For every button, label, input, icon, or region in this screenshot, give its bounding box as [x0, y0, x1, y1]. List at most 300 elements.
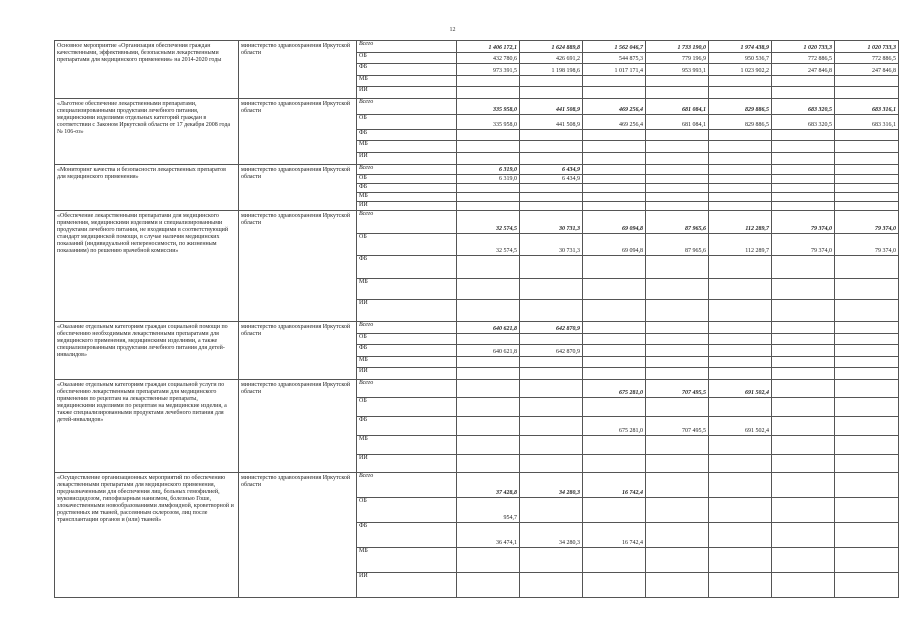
amount-cell: 34 280,3: [520, 473, 583, 498]
amount-cell: [583, 345, 646, 357]
amount-cell: [583, 202, 646, 211]
funding-source: ИИ: [357, 300, 457, 322]
amount-cell: [772, 455, 835, 473]
amount-cell: [583, 300, 646, 322]
activity-description: «Льготное обеспечение лекарственными препаратами, специализированными продуктами лечебного питания, медицинскими изделиями отдельных категорий граждан в соответствии с Законом Иркутской области от 17 декабря 2008 года № 106-оз»: [55, 99, 239, 165]
amount-cell: [457, 130, 520, 141]
amount-cell: [583, 76, 646, 87]
funding-source: Всего: [357, 380, 457, 398]
amount-cell: [646, 87, 709, 99]
amount-cell: 675 281,0: [583, 417, 646, 436]
executor: министерство здравоохранения Иркутской области: [239, 99, 357, 165]
amount-cell: 32 574,5: [457, 234, 520, 256]
amount-cell: [646, 76, 709, 87]
funding-source: ИИ: [357, 87, 457, 99]
funding-source: ИИ: [357, 455, 457, 473]
amount-cell: [520, 380, 583, 398]
amount-cell: 469 256,4: [583, 115, 646, 130]
amount-cell: [646, 130, 709, 141]
funding-source: Всего: [357, 322, 457, 334]
amount-cell: [772, 380, 835, 398]
amount-cell: [709, 357, 772, 368]
amount-cell: [457, 573, 520, 598]
amount-cell: 950 536,7: [709, 53, 772, 64]
funding-source: МБ: [357, 141, 457, 153]
amount-cell: 1 974 438,9: [709, 41, 772, 53]
amount-cell: 79 374,0: [835, 234, 899, 256]
executor: министерство здравоохранения Иркутской области: [239, 211, 357, 322]
funding-source: ФБ: [357, 345, 457, 357]
amount-cell: 69 094,8: [583, 211, 646, 234]
amount-cell: [520, 357, 583, 368]
amount-cell: 683 316,1: [835, 99, 899, 115]
amount-cell: [646, 398, 709, 417]
funding-source: ФБ: [357, 64, 457, 76]
amount-cell: [646, 300, 709, 322]
funding-source: МБ: [357, 357, 457, 368]
amount-cell: [583, 153, 646, 165]
funding-source: ФБ: [357, 184, 457, 193]
amount-cell: [772, 573, 835, 598]
amount-cell: [520, 76, 583, 87]
executor: министерство здравоохранения Иркутской области: [239, 380, 357, 473]
amount-cell: 37 428,8: [457, 473, 520, 498]
funding-source: МБ: [357, 436, 457, 455]
amount-cell: [583, 184, 646, 193]
amount-cell: [772, 368, 835, 380]
amount-cell: [709, 322, 772, 334]
amount-cell: 30 731,3: [520, 234, 583, 256]
amount-cell: [646, 436, 709, 455]
amount-cell: 1 624 889,8: [520, 41, 583, 53]
amount-cell: [709, 455, 772, 473]
amount-cell: [457, 357, 520, 368]
amount-cell: [457, 548, 520, 573]
amount-cell: [583, 193, 646, 202]
amount-cell: [457, 436, 520, 455]
amount-cell: [646, 193, 709, 202]
amount-cell: [772, 436, 835, 455]
amount-cell: [583, 165, 646, 175]
amount-cell: 829 886,5: [709, 115, 772, 130]
amount-cell: [772, 141, 835, 153]
amount-cell: [457, 380, 520, 398]
amount-cell: 640 621,8: [457, 345, 520, 357]
executor: министерство здравоохранения Иркутской области: [239, 473, 357, 598]
amount-cell: 6 319,0: [457, 175, 520, 184]
funding-source: МБ: [357, 76, 457, 87]
amount-cell: 954,7: [457, 498, 520, 523]
amount-cell: [835, 473, 899, 498]
amount-cell: [709, 398, 772, 417]
amount-cell: [772, 76, 835, 87]
amount-cell: [583, 455, 646, 473]
amount-cell: [772, 498, 835, 523]
funding-source: Всего: [357, 211, 457, 234]
amount-cell: 36 474,1: [457, 523, 520, 548]
amount-cell: [520, 455, 583, 473]
amount-cell: [709, 473, 772, 498]
amount-cell: 79 374,0: [772, 211, 835, 234]
table-row: [55, 165, 899, 175]
amount-cell: [709, 498, 772, 523]
amount-cell: [835, 300, 899, 322]
amount-cell: [457, 279, 520, 300]
amount-cell: [646, 334, 709, 345]
amount-cell: [835, 455, 899, 473]
amount-cell: 681 084,1: [646, 115, 709, 130]
amount-cell: 772 886,5: [772, 53, 835, 64]
amount-cell: [772, 130, 835, 141]
amount-cell: [583, 322, 646, 334]
amount-cell: [709, 345, 772, 357]
amount-cell: [709, 153, 772, 165]
amount-cell: 544 875,3: [583, 53, 646, 64]
amount-cell: [835, 368, 899, 380]
amount-cell: 707 495,5: [646, 380, 709, 398]
amount-cell: [772, 345, 835, 357]
amount-cell: [835, 175, 899, 184]
funding-source: ФБ: [357, 523, 457, 548]
table-row: [55, 322, 899, 334]
amount-cell: 642 870,9: [520, 322, 583, 334]
amount-cell: [835, 322, 899, 334]
amount-cell: [772, 153, 835, 165]
amount-cell: 79 374,0: [835, 211, 899, 234]
amount-cell: [709, 279, 772, 300]
amount-cell: 1 023 902,2: [709, 64, 772, 76]
amount-cell: [457, 455, 520, 473]
amount-cell: [772, 417, 835, 436]
amount-cell: [646, 455, 709, 473]
amount-cell: 772 886,5: [835, 53, 899, 64]
amount-cell: 34 280,3: [520, 523, 583, 548]
funding-source: Всего: [357, 473, 457, 498]
amount-cell: [583, 256, 646, 279]
funding-source: ОБ: [357, 498, 457, 523]
amount-cell: [835, 380, 899, 398]
amount-cell: 683 320,5: [772, 99, 835, 115]
amount-cell: [835, 141, 899, 153]
amount-cell: [520, 334, 583, 345]
funding-source: ОБ: [357, 334, 457, 345]
amount-cell: [583, 436, 646, 455]
amount-cell: 683 316,1: [835, 115, 899, 130]
amount-cell: [583, 175, 646, 184]
funding-source: ОБ: [357, 115, 457, 130]
amount-cell: [457, 417, 520, 436]
amount-cell: [520, 368, 583, 380]
amount-cell: 1 020 733,3: [835, 41, 899, 53]
amount-cell: 335 958,0: [457, 99, 520, 115]
activity-description: «Мониторинг качества и безопасности лекарственных препаратов для медицинского применения»: [55, 165, 239, 211]
table-row: [55, 380, 899, 398]
amount-cell: [835, 357, 899, 368]
amount-cell: 707 495,5: [646, 417, 709, 436]
amount-cell: [835, 436, 899, 455]
amount-cell: [709, 76, 772, 87]
amount-cell: 247 846,8: [835, 64, 899, 76]
amount-cell: [583, 368, 646, 380]
amount-cell: [646, 345, 709, 357]
amount-cell: [646, 175, 709, 184]
amount-cell: [835, 256, 899, 279]
amount-cell: [646, 473, 709, 498]
amount-cell: [772, 398, 835, 417]
funding-source: ИИ: [357, 368, 457, 380]
amount-cell: 642 870,9: [520, 345, 583, 357]
amount-cell: [772, 202, 835, 211]
amount-cell: [835, 498, 899, 523]
funding-source: ФБ: [357, 130, 457, 141]
amount-cell: [520, 184, 583, 193]
amount-cell: [646, 202, 709, 211]
amount-cell: [520, 279, 583, 300]
funding-source: Всего: [357, 165, 457, 175]
funding-source: ИИ: [357, 202, 457, 211]
amount-cell: 1 020 733,3: [772, 41, 835, 53]
amount-cell: [520, 193, 583, 202]
amount-cell: 640 621,8: [457, 322, 520, 334]
amount-cell: 6 434,9: [520, 175, 583, 184]
amount-cell: [709, 165, 772, 175]
amount-cell: 247 846,8: [772, 64, 835, 76]
amount-cell: [583, 141, 646, 153]
amount-cell: [709, 523, 772, 548]
amount-cell: [646, 523, 709, 548]
amount-cell: 112 289,7: [709, 211, 772, 234]
amount-cell: [709, 334, 772, 345]
amount-cell: [646, 184, 709, 193]
amount-cell: [520, 141, 583, 153]
amount-cell: 681 084,1: [646, 99, 709, 115]
amount-cell: 829 886,5: [709, 99, 772, 115]
funding-source: МБ: [357, 548, 457, 573]
amount-cell: 69 094,8: [583, 234, 646, 256]
amount-cell: [646, 256, 709, 279]
amount-cell: [709, 193, 772, 202]
amount-cell: 30 731,3: [520, 211, 583, 234]
amount-cell: [646, 498, 709, 523]
amount-cell: [457, 76, 520, 87]
financing-table: [54, 40, 899, 598]
amount-cell: [709, 548, 772, 573]
amount-cell: [457, 334, 520, 345]
amount-cell: [520, 300, 583, 322]
amount-cell: [520, 256, 583, 279]
amount-cell: [772, 279, 835, 300]
amount-cell: [583, 334, 646, 345]
amount-cell: [835, 193, 899, 202]
table-row: [55, 211, 899, 234]
amount-cell: [709, 141, 772, 153]
amount-cell: 16 742,4: [583, 523, 646, 548]
amount-cell: 691 502,4: [709, 417, 772, 436]
amount-cell: [835, 153, 899, 165]
amount-cell: [520, 548, 583, 573]
funding-source: Всего: [357, 99, 457, 115]
executor: министерство здравоохранения Иркутской области: [239, 322, 357, 380]
amount-cell: [457, 256, 520, 279]
amount-cell: [457, 184, 520, 193]
amount-cell: 32 574,5: [457, 211, 520, 234]
amount-cell: [772, 165, 835, 175]
amount-cell: [772, 87, 835, 99]
amount-cell: [835, 548, 899, 573]
amount-cell: 6 319,0: [457, 165, 520, 175]
amount-cell: 335 958,0: [457, 115, 520, 130]
amount-cell: [583, 357, 646, 368]
amount-cell: 953 993,1: [646, 64, 709, 76]
amount-cell: [520, 417, 583, 436]
activity-description: «Оказание отдельным категориям граждан социальной помощи по обеспечению необходимыми лекарственными препаратами для медицинского применения, медицинскими изделиями, а также специализированными продуктами лечебного питания для детей-инвалидов»: [55, 322, 239, 380]
table-row: [55, 41, 899, 53]
amount-cell: [772, 357, 835, 368]
amount-cell: 1 406 172,1: [457, 41, 520, 53]
amount-cell: [835, 417, 899, 436]
amount-cell: [646, 153, 709, 165]
amount-cell: [646, 573, 709, 598]
table-row: [55, 473, 899, 498]
amount-cell: 16 742,4: [583, 473, 646, 498]
amount-cell: 675 281,0: [583, 380, 646, 398]
amount-cell: [709, 436, 772, 455]
amount-cell: [772, 473, 835, 498]
amount-cell: [646, 279, 709, 300]
amount-cell: [646, 548, 709, 573]
amount-cell: 1 733 190,0: [646, 41, 709, 53]
amount-cell: [457, 141, 520, 153]
activity-description: Основное мероприятие «Организация обеспечения граждан качественными, эффективными, безопасными лекарственными препаратами для медицинского применения» на 2014-2020 годы: [55, 41, 239, 99]
amount-cell: 432 780,6: [457, 53, 520, 64]
amount-cell: 87 965,6: [646, 211, 709, 234]
amount-cell: [583, 279, 646, 300]
amount-cell: [772, 548, 835, 573]
amount-cell: 441 508,9: [520, 99, 583, 115]
amount-cell: [835, 130, 899, 141]
amount-cell: [520, 202, 583, 211]
amount-cell: 1 562 046,7: [583, 41, 646, 53]
amount-cell: [583, 548, 646, 573]
amount-cell: [709, 87, 772, 99]
amount-cell: [835, 165, 899, 175]
amount-cell: 112 289,7: [709, 234, 772, 256]
funding-source: ОБ: [357, 234, 457, 256]
amount-cell: [520, 573, 583, 598]
funding-source: ИИ: [357, 573, 457, 598]
activity-description: «Оказание отдельным категориям граждан социальной услуги по обеспечению лекарственными препаратами для медицинского применения по рецептам на лекарственные препараты, медицинскими изделиями по рецептам на медицинские изделия, а также специализированными продуктами лечебного питания для детей-инвалидов»: [55, 380, 239, 473]
amount-cell: [583, 498, 646, 523]
executor: министерство здравоохранения Иркутской области: [239, 41, 357, 99]
amount-cell: [709, 368, 772, 380]
amount-cell: [835, 398, 899, 417]
amount-cell: [457, 368, 520, 380]
amount-cell: [646, 357, 709, 368]
amount-cell: [835, 202, 899, 211]
amount-cell: [646, 165, 709, 175]
amount-cell: [520, 436, 583, 455]
executor: министерство здравоохранения Иркутской области: [239, 165, 357, 211]
amount-cell: [520, 498, 583, 523]
amount-cell: [772, 300, 835, 322]
amount-cell: [835, 334, 899, 345]
amount-cell: [772, 193, 835, 202]
amount-cell: [835, 523, 899, 548]
amount-cell: 683 320,5: [772, 115, 835, 130]
amount-cell: [772, 334, 835, 345]
funding-source: Всего: [357, 41, 457, 53]
amount-cell: [835, 345, 899, 357]
page-number: 12: [449, 27, 456, 33]
amount-cell: [709, 300, 772, 322]
table-row: [55, 99, 899, 115]
amount-cell: 426 691,2: [520, 53, 583, 64]
amount-cell: [772, 256, 835, 279]
funding-source: ФБ: [357, 417, 457, 436]
amount-cell: 779 196,9: [646, 53, 709, 64]
amount-cell: [772, 175, 835, 184]
activity-description: «Обеспечение лекарственными препаратами для медицинского применения, медицинскими изделиями и специализированными продуктами лечебного питания, не входящими в соответствующий стандарт медицинской помощи, в случае наличия медицинских показаний (индивидуальной непереносимости, по жизненным показаниям) по решению врачебной комиссии»: [55, 211, 239, 322]
amount-cell: [583, 573, 646, 598]
amount-cell: [772, 322, 835, 334]
amount-cell: [709, 202, 772, 211]
amount-cell: [457, 202, 520, 211]
amount-cell: 1 017 171,4: [583, 64, 646, 76]
amount-cell: [520, 87, 583, 99]
amount-cell: 1 198 198,6: [520, 64, 583, 76]
amount-cell: [709, 184, 772, 193]
amount-cell: 441 508,9: [520, 115, 583, 130]
funding-source: ОБ: [357, 175, 457, 184]
amount-cell: [646, 322, 709, 334]
amount-cell: 79 374,0: [772, 234, 835, 256]
amount-cell: [457, 87, 520, 99]
amount-cell: 87 965,6: [646, 234, 709, 256]
amount-cell: [772, 523, 835, 548]
amount-cell: 469 256,4: [583, 99, 646, 115]
amount-cell: [646, 368, 709, 380]
amount-cell: 6 434,9: [520, 165, 583, 175]
amount-cell: [457, 398, 520, 417]
amount-cell: [835, 184, 899, 193]
amount-cell: [709, 573, 772, 598]
amount-cell: [835, 87, 899, 99]
amount-cell: 973 391,5: [457, 64, 520, 76]
funding-source: ФБ: [357, 256, 457, 279]
funding-source: ИИ: [357, 153, 457, 165]
amount-cell: [709, 175, 772, 184]
amount-cell: [520, 398, 583, 417]
amount-cell: 691 502,4: [709, 380, 772, 398]
amount-cell: [709, 130, 772, 141]
funding-source: МБ: [357, 279, 457, 300]
amount-cell: [583, 87, 646, 99]
amount-cell: [457, 153, 520, 165]
amount-cell: [835, 573, 899, 598]
activity-description: «Осуществление организационных мероприятий по обеспечению лекарственными препаратами для медицинского применения, предназначенными для обеспечения лиц, больных гемофилией, муковисцидозом, гипофизарным нанизмом, болезнью Гоше, злокачественными новообразованиями лимфоидной, кроветворной и родственных им тканей, рассеянным склерозом, лиц после трансплантации органов и (или) тканей»: [55, 473, 239, 598]
amount-cell: [583, 398, 646, 417]
amount-cell: [520, 153, 583, 165]
amount-cell: [457, 193, 520, 202]
amount-cell: [520, 130, 583, 141]
funding-source: ОБ: [357, 53, 457, 64]
funding-source: МБ: [357, 193, 457, 202]
amount-cell: [835, 279, 899, 300]
funding-source: ОБ: [357, 398, 457, 417]
amount-cell: [583, 130, 646, 141]
amount-cell: [835, 76, 899, 87]
amount-cell: [457, 300, 520, 322]
